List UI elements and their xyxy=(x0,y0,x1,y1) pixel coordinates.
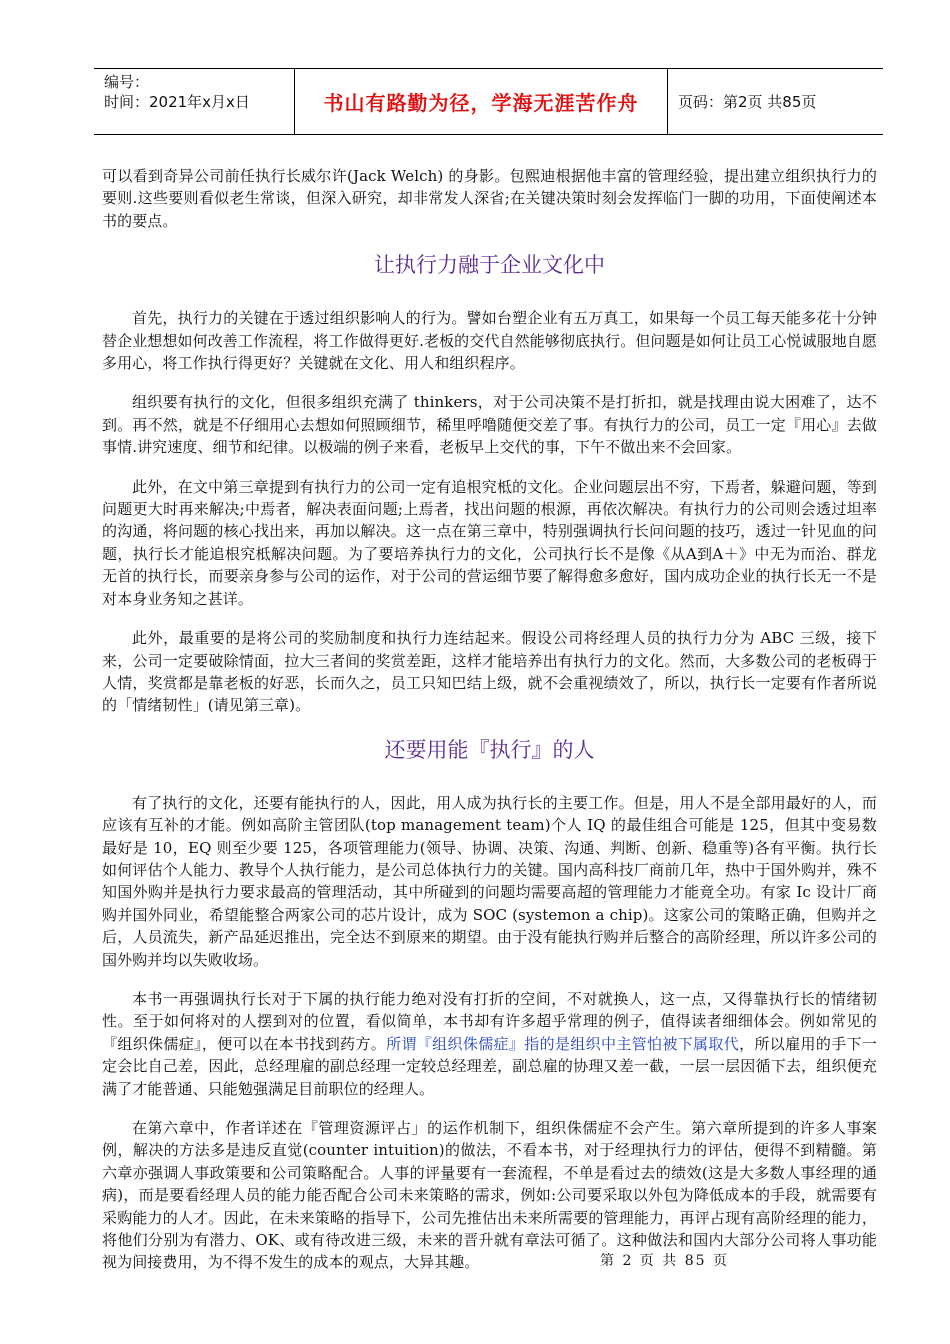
hyperlink[interactable]: 所谓『组织侏儒症』指的是组织中主管怕被下属取代 xyxy=(386,1034,740,1053)
section-heading-culture: 让执行力融于企业文化中 xyxy=(374,253,605,278)
page-header xyxy=(94,68,883,135)
paragraph: 组织要有执行的文化，但很多组织充满了 thinkers，对于公司决策不是打折扣，就是找理由说大困难了，达不到。再不然，就是不仔细用心去想如何照顾细节，稀里呼噜随便交差了事。有执行力的公司，员工一定『用心』去做事情.讲究速度、细节和纪律。以极端的例子来看，老板早上交代的事，下午不做出来不会回家。 xyxy=(102,393,877,457)
paragraph: 此外，最重要的是将公司的奖励制度和执行力连结起来。假设公司将经理人员的执行力分为 ABC 三级，接下来，公司一定要破除情面，拉大三者间的奖赏差距，这样才能培养出有执行力的文化。然而，大多数公司的老板碍于人情，奖赏都是靠老板的好恶，长而久之，员工只知巴结上级，就不会重视绩效了，所以，执行长一定要有作者所说的「情绪韧性」(请见第三章)。 xyxy=(102,629,877,715)
document-body xyxy=(102,165,877,1291)
header-motto: 书山有路勤为径，学海无涯苦作舟 xyxy=(295,69,668,134)
paragraph-text: 本书一再强调执行长对于下属的执行能力绝对没有打折的空间，不对就换人，这一点，又得靠执行长的情绪韧性。至于如何将对的人摆到对的位置，看似简单，本书却有许多超乎常理的例子，值得读者细细体会。例如常见的『组织侏儒症』，便可以在本书找到药方。 xyxy=(102,989,877,1053)
paragraph: 首先，执行力的关键在于透过组织影响人的行为。譬如台塑企业有五万真工，如果每一个员工每天能多花十分钟替企业想想如何改善工作流程，将工作做得更好.老板的交代自然能够彻底执行。但问题是如何让员工心悦诚服地自愿多用心，将工作执行得更好？关键就在文化、用人和组织程序。 xyxy=(102,309,877,373)
paragraph-text: ，所以雇用的手下一定会比自己差，因此，总经理雇的副总经理一定较总经理差，副总雇的协理又差一截，一层一层因循下去，组织便充满了才能普通、只能勉强满足目前职位的经理人。 xyxy=(102,1034,877,1098)
header-meta xyxy=(94,69,295,134)
paragraph-with-link xyxy=(102,988,877,1100)
page-footer: 第 2 页 共 85 页 xyxy=(600,1253,729,1269)
serial-number-label: 编号： xyxy=(104,73,150,91)
paragraph: 此外，在文中第三章提到有执行力的公司一定有追根究柢的文化。企业问题层出不穷，下焉者，躲避问题，等到问题更大时再来解决;中焉者，解决表面问题;上焉者，找出问题的根源，再依次解决。有执行力的公司则会透过坦率的沟通，将问题的核心找出来，再加以解决。这一点在第三章中，特别强调执行长问问题的技巧，透过一针见血的问题，执行长才能追根究柢解决问题。为了要培养执行力的文化，公司执行长不是像《从A到A＋》中无为而治、群龙无首的执行长，而要亲身参与公司的运作，对于公司的营运细节要了解得愈多愈好，国内成功企业的执行长无一不是对本身业务知之甚详。 xyxy=(102,477,877,608)
header-page-number: 页码：第2页 共85页 xyxy=(678,93,817,111)
intro-paragraph: 可以看到奇异公司前任执行长威尔许(Jack Welch) 的身影。包熙迪根据他丰富的管理经验，提出建立组织执行力的要则.这些要则看似老生常谈，但深入研究，却非常发人深省;在关键决策时刻会发挥临门一脚的功用，下面使阐述本书的要点。 xyxy=(102,167,877,230)
section-heading-people: 还要用能『执行』的人 xyxy=(384,737,595,762)
paragraph: 在第六章中，作者详述在『管理资源评占」的运作机制下，组织侏儒症不会产生。第六章所提到的许多人事案例，解决的方法多是违反直觉(counter intuition)的做法，不看本书，对于经理执行力的评估，便得不到精髓。第六章亦强调人事政策要和公司策略配合。人事的评量要有一套流程，不单是看过去的绩效(这是大多数人事经理的通病)，而是要看经理人员的能力能否配合公司未来策略的需求，例如:公司要采取以外包为降低成本的手段，就需要有采购能力的人才。因此，在未来策略的指导下，公司先推估出未来所需要的管理能力，再评占现有高阶经理的能力，将他们分别为有潜力、OK、或有待改进三级，未来的晋升就有章法可循了。这种做法和国内大部分公司将人事功能视为间接费用，为不得不发生的成本的观点，大异其趣。 xyxy=(102,1119,877,1272)
paragraph: 有了执行的文化，还要有能执行的人，因此，用人成为执行长的主要工作。但是，用人不是全部用最好的人，而应该有互补的才能。例如高阶主管团队(top management team)个人 IQ 的最佳组合可能是 125，但其中变易数最好是 10，EQ 则至少要 125，各项管理能力(领导、协调、决策、沟通、判断、创新、稳重等)各有平衡。执行长如何评估个人能力、教导个人执行能力，是公司总体执行力的关键。国内高科技厂商前几年，热中于国外购并，殊不知国外购并是执行力要求最高的管理活动，其中所碰到的问题均需要高超的管理能力才能竟全功。有家 Ic 设计厂商购并国外同业，希望能整合两家公司的芯片设计，成为 SOC (systemon a chip)。这家公司的策略正确，但购并之后，人员流失，新产品延迟推出，完全达不到原来的期望。由于没有能执行购并后整合的高阶经理，所以许多公司的国外购并均以失败收场。 xyxy=(102,793,877,969)
date-label: 时间：2021年x月x日 xyxy=(104,93,250,111)
